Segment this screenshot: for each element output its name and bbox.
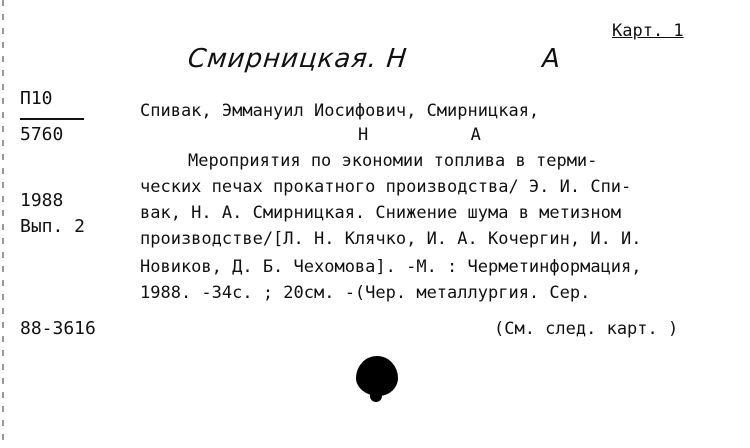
publication-year: 1988	[20, 190, 64, 211]
bibliographic-line: Н А	[358, 125, 481, 145]
card-left-edge	[2, 0, 4, 448]
handwritten-initial: А	[542, 44, 561, 74]
accession-number: 88-3616	[20, 318, 96, 339]
bibliographic-line: ческих печах прокатного производства/ Э. И. Спи-	[140, 177, 632, 197]
bibliographic-line: производстве/[Л. Н. Клячко, И. А. Кочергин, И. И.	[140, 229, 642, 249]
bibliographic-line: Новиков, Д. Б. Чехомова]. -М. : Черметинформация,	[140, 257, 642, 277]
call-number-divider	[20, 118, 84, 120]
handwritten-author-name: Смирницкая. Н	[186, 44, 409, 74]
bibliographic-line: 1988. -34с. ; 20см. -(Чер. металлургия. Сер.	[140, 283, 591, 303]
bibliographic-line: Спивак, Эммануил Иосифович, Смирницкая,	[140, 101, 540, 121]
continuation-note: (См. след. карт. )	[494, 319, 679, 339]
punch-hole-notch	[370, 390, 382, 402]
call-number-top: П10	[20, 88, 53, 109]
call-number-bottom: 5760	[20, 124, 64, 145]
bibliographic-line: Мероприятия по экономии топлива в терми-	[188, 151, 598, 171]
bibliographic-line: вак, Н. А. Смирницкая. Снижение шума в метизном	[140, 203, 622, 223]
issue-number: Вып. 2	[20, 216, 86, 237]
card-number: Карт. 1	[612, 21, 684, 41]
